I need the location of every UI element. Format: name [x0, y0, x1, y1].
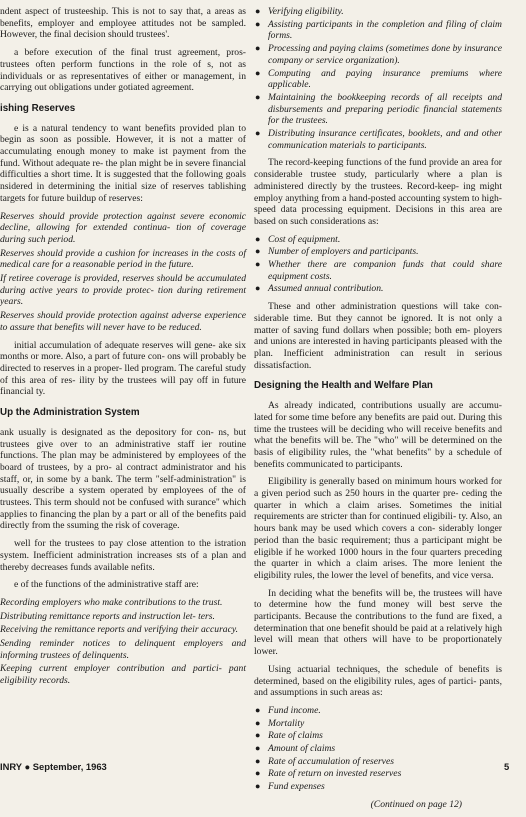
bullet-icon: ●: [255, 43, 261, 54]
bullet-icon: ●: [255, 283, 261, 294]
bullet-icon: ●: [255, 717, 261, 728]
list-item: ● Mortality: [255, 717, 305, 729]
heading-reserves: ishing Reserves: [0, 102, 76, 114]
list-item: ● Distributing insurance certificates, booklets, and and other communication materials to participants.: [255, 128, 502, 151]
list-item: ● Rate of accumulation of reserves: [255, 755, 394, 767]
list-item: ● Computing and paying insurance premiums where applicable.: [255, 67, 502, 91]
bullet-icon: ●: [255, 67, 261, 78]
right-paragraph-5: In deciding what the benefits will be, the trustees will have to determine how the fund money will best serve the participants. Because the contributions to the fund are fixed, a determination that one benefit should be paid at a relatively high level will mean that others will have to be proportionately lower.: [254, 587, 502, 658]
list-item: ● Verifying eligibility.: [255, 6, 344, 17]
list-item: ● Amount of claims: [255, 743, 336, 755]
left-paragraph-7: e of the functions of the administrative staff are:: [14, 579, 199, 591]
list-item: Reserves should provide protection against severe economic decline, allowing for extended continua- tion of coverage during such period.: [0, 210, 246, 245]
left-paragraph-6: well for the trustees to pay close attention to the istration system. Inefficient administration increases sts of a plan and thereby decreases funds available nefits.: [0, 538, 246, 573]
list-item: Receiving the remittance reports and verifying their accuracy.: [0, 624, 238, 636]
list-item: ● Maintaining the bookkeeping records of all receipts and disbursements and preparing periodic financial statements for the trustees.: [255, 91, 502, 127]
left-paragraph-2: a before execution of the final trust agreement, pros- trustees often perform functions in the role of s, not as individuals or as representatives of either or management, in carrying out obligations under gotiated agreement.: [0, 47, 246, 94]
list-item: Keeping current employer contribution and partici- pant eligibility records.: [0, 663, 246, 687]
bullet-icon: ●: [255, 233, 261, 244]
bullet-icon: ●: [255, 246, 261, 257]
bullet-icon: ●: [255, 259, 261, 270]
bullet-icon: ●: [255, 768, 261, 779]
bullet-icon: ●: [255, 781, 261, 792]
list-item: ● Rate of return on invested reserves: [255, 768, 402, 780]
list-item: ● Whether there are companion funds that could share equipment costs.: [255, 259, 502, 282]
considerations-list: [254, 234, 502, 296]
list-item: ● Fund income.: [255, 704, 321, 716]
right-paragraph-6: Using actuarial techniques, the schedule of benefits is determined, based on the eligibility rules, ages of partici- pants, and assumptions in such areas as:: [254, 663, 502, 699]
list-item: Sending reminder notices to delinquent employers and informing trustees of delinquents.: [0, 638, 246, 661]
list-item: Distributing remittance reports and instruction let- ters.: [0, 610, 215, 622]
bullet-icon: ●: [255, 704, 261, 715]
left-paragraph-4: initial accumulation of adequate reserves will gene- ake six months or more. Also, a part of future con- ons will probably be directed to reserves in a proper- lled program. The careful study of this area of res- ility by the trustees will pay off in future financial ty.: [0, 339, 246, 398]
bullet-icon: ●: [255, 91, 261, 102]
list-item: ● Rate of claims: [255, 730, 323, 742]
list-item: ● Fund expenses: [255, 781, 325, 793]
heading-administration: Up the Administration System: [0, 407, 140, 419]
list-item: ● Assumed annual contribution.: [255, 283, 384, 295]
right-paragraph-2: These and other administration questions will take con- siderable time. But they cannot be ignored. It is not only a matter of saving fund dollars when possible; both em- ployers and unions are interested in having participants pleased with the plan. Inefficient administration can result in serious dissatisfaction.: [254, 301, 502, 371]
list-item: ● Number of employers and participants.: [255, 246, 419, 258]
list-item: ● Processing and paying claims (sometimes done by insurance company or service organization).: [255, 43, 502, 66]
left-column: [0, 6, 246, 693]
left-paragraph-5: ank usually is designated as the depository for con- ns, but trustees give over to an administrative staff ier routine functions. The plan may be administered by employees of the board of trustees, by a pro- al contract administrator and his staff, or, in some by a bank. The term "self-administration" is usually describe a system operated by employees of the of trustees. This term should not be confused with surance" which applies to financing the plan by a part or all of the benefits paid directly from the ssuming the risk of coverage.: [0, 426, 246, 532]
heading-design-plan: Designing the Health and Welfare Plan: [254, 380, 433, 392]
right-paragraph-3: As already indicated, contributions usually are accumu- lated for some time before any benefits are paid out. During this time the trustees will be deciding who will receive benefits and what the benefits will be. The "who" will be determined on the basis of eligibility rules, the "what benefits" by a schedule of benefits communicated to participants.: [254, 400, 502, 470]
bullet-icon: ●: [255, 18, 261, 29]
list-item: Reserves should provide protection against adverse experience to assure that benefits will never have to be reduced.: [0, 310, 246, 333]
list-item: Reserves should provide a cushion for increases in the costs of medical care for a reasonable period in the future.: [0, 247, 246, 271]
bullet-icon: ●: [255, 128, 261, 139]
list-item: If retiree coverage is provided, reserves should be accumulated during active years to provide protec- tion during retirement years.: [0, 273, 246, 308]
list-item: ● Cost of equipment.: [255, 233, 341, 245]
right-paragraph-1: The record-keeping functions of the fund provide an area for considerable trustee study, particularly where a plan is administered directly by the trustees. Record-keep- ing might employ anything from a hand-posted accounting system to high-speed data processing equipment. Decisions in this area are based on such considerations as:: [254, 157, 502, 227]
bullet-icon: ●: [255, 730, 261, 741]
page-number: 5: [504, 761, 510, 772]
right-column: [254, 6, 502, 817]
assumptions-list: [254, 705, 502, 793]
admin-functions-list-continued: [254, 6, 502, 151]
admin-functions-list: [0, 597, 246, 687]
bullet-icon: ●: [255, 6, 261, 16]
issue-date: INRY ● September, 1963: [0, 761, 107, 772]
list-item: Recording employers who make contributions to the trust.: [0, 596, 223, 608]
bullet-icon: ●: [255, 743, 261, 754]
list-item: ● Assisting participants in the completion and filing of claim forms.: [255, 18, 502, 42]
left-paragraph-3: e is a natural tendency to want benefits provided plan to begin as soon as possible. However, it is not a matter of accumulating enough money to make ist payment from the fund. Without adequate re- the plan might be in severe financial difficulties a short time. It is suggested that the following goals nsidered in determining the initial size of reserves tablishing targets for future buildup of reserves:: [0, 122, 246, 204]
left-paragraph-1: ndent aspect of trusteeship. This is not to say that, a areas as benefits, employer and employee attitudes not be sampled. However, the final decision should trustees'.: [0, 6, 246, 41]
bullet-icon: ●: [255, 755, 261, 766]
right-paragraph-4: Eligibility is generally based on minimum hours worked for a given period such as 250 hours in the quarter pre- ceding the quarter in which a claim arises. Sometimes the initial requirements are stricter than for continued eligibili- ty. Also, an hours bank may be used which covers a con- siderably longer period than the basic requirement; thus a participant might be eligible if he worked 1000 hours in the four quarters preceding the quarter in which a claim arises. The more lenient the eligibility rules, the lower the level of benefits, and vice versa.: [254, 476, 502, 581]
reserves-goals-list: [0, 211, 246, 334]
continued-note: (Continued on page 12): [370, 798, 462, 810]
